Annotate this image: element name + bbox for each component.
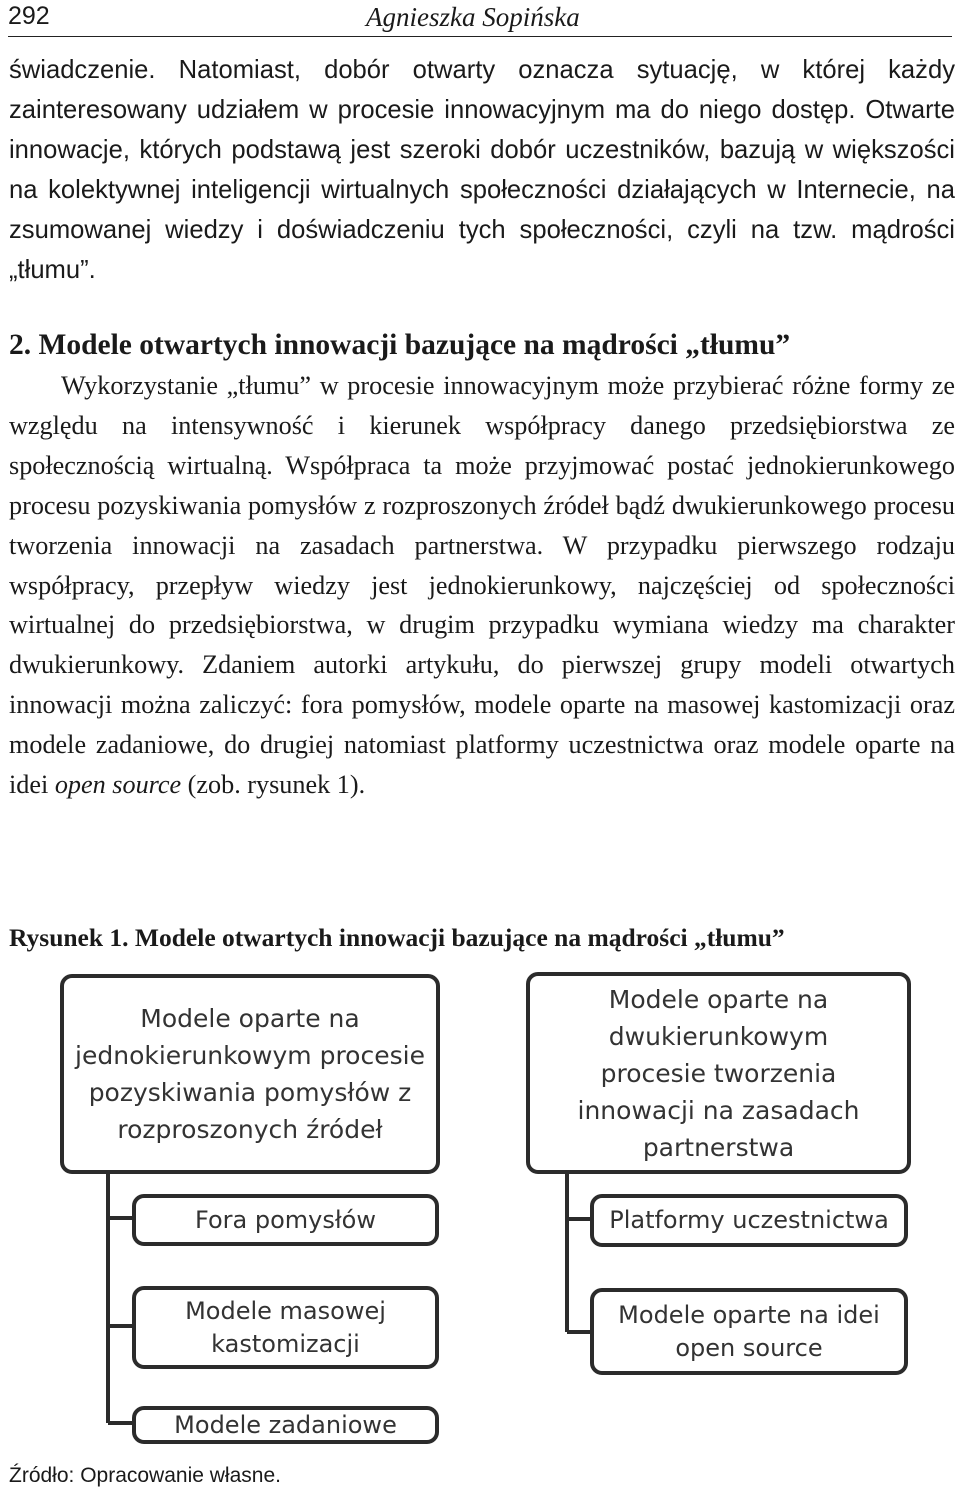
right-item-label: Platformy uczestnictwa: [609, 1206, 889, 1234]
section-heading: 2. Modele otwartych innowacji bazujące na mądrości „tłumu”: [9, 329, 791, 361]
paragraph-2-italic-term: open source: [54, 770, 182, 800]
page-header: [0, 0, 960, 38]
paragraph-2-text: Wykorzystanie „tłumu” w procesie innowacyjnym może przybierać różne formy ze względu na intensywność i kierunek współpracy danego przedsiębiorstwa ze społecznością wirtualną. Współpraca ta może przyjmować postać jednokierunkowego procesu pozyskiwania pomysłów z rozproszonych źródeł bądź dwukierunkowego procesu tworzenia innowacji na zasadach partnerstwa. W przypadku pierwszego rodzaju współpracy, przepływ wiedzy jest jednokierunkowy, najczęściej od społeczności wirtualnej do przedsiębiorstwa, w drugim przypadku wymiana wiedzy ma charakter dwukierunkowy. Zdaniem autorki artykułu, do pierwszej grupy modeli otwartych innowacji można zaliczyć: fora pomysłów, modele oparte na masowej kastomizacji oraz modele zadaniowe, do drugiej natomiast platformy uczestnictwa oraz modele oparte na idei: [9, 371, 955, 800]
left-item-masowej-kastomizacji: [132, 1286, 439, 1369]
running-head-author: Agnieszka Sopińska: [366, 2, 580, 32]
right-item-label: Modele oparte na idei open source: [618, 1300, 880, 1362]
left-group-box: [60, 974, 440, 1174]
left-item-label: Fora pomysłów: [195, 1205, 376, 1234]
left-item-label: Modele masowej kastomizacji: [185, 1296, 386, 1358]
body-paragraph-1: świadczenie. Natomiast, dobór otwarty oznacza sytuację, w której każdy zainteresowany udziałem w procesie innowacyjnym ma do niego dostęp. Otwarte innowacje, których podstawą jest szeroki dobór uczestników, bazują w większości na kolektywnej inteligencji wirtualnych społeczności działających w Internecie, na zsumowanej wiedzy i doświadczeniu tych społeczności, czyli na tzw. mądrości „tłumu”.: [9, 56, 955, 284]
figure-caption: Rysunek 1. Modele otwartych innowacji bazujące na mądrości „tłumu”: [9, 923, 785, 952]
right-group-box: [526, 972, 911, 1174]
paragraph-2-tail: (zob. rysunek 1).: [181, 770, 366, 800]
left-item-zadaniowe: [132, 1406, 439, 1444]
figure-diagram: [0, 968, 960, 1468]
figure-source-note: Źródło: Opracowanie własne.: [9, 1464, 281, 1487]
left-group-title: Modele oparte na jednokierunkowym procesie pozyskiwania pomysłów z rozproszonych źródeł: [75, 1004, 425, 1144]
left-item-label: Modele zadaniowe: [174, 1410, 397, 1439]
body-paragraph-2: [9, 366, 955, 805]
header-rule: [8, 36, 952, 37]
page-number: 292: [8, 2, 50, 30]
right-item-platformy-uczestnictwa: [590, 1194, 908, 1247]
right-item-open-source: [590, 1288, 908, 1375]
right-group-title: Modele oparte na dwukierunkowym procesie tworzenia innowacji na zasadach partnerstwa: [577, 984, 860, 1162]
left-item-fora-pomyslow: [132, 1194, 439, 1246]
